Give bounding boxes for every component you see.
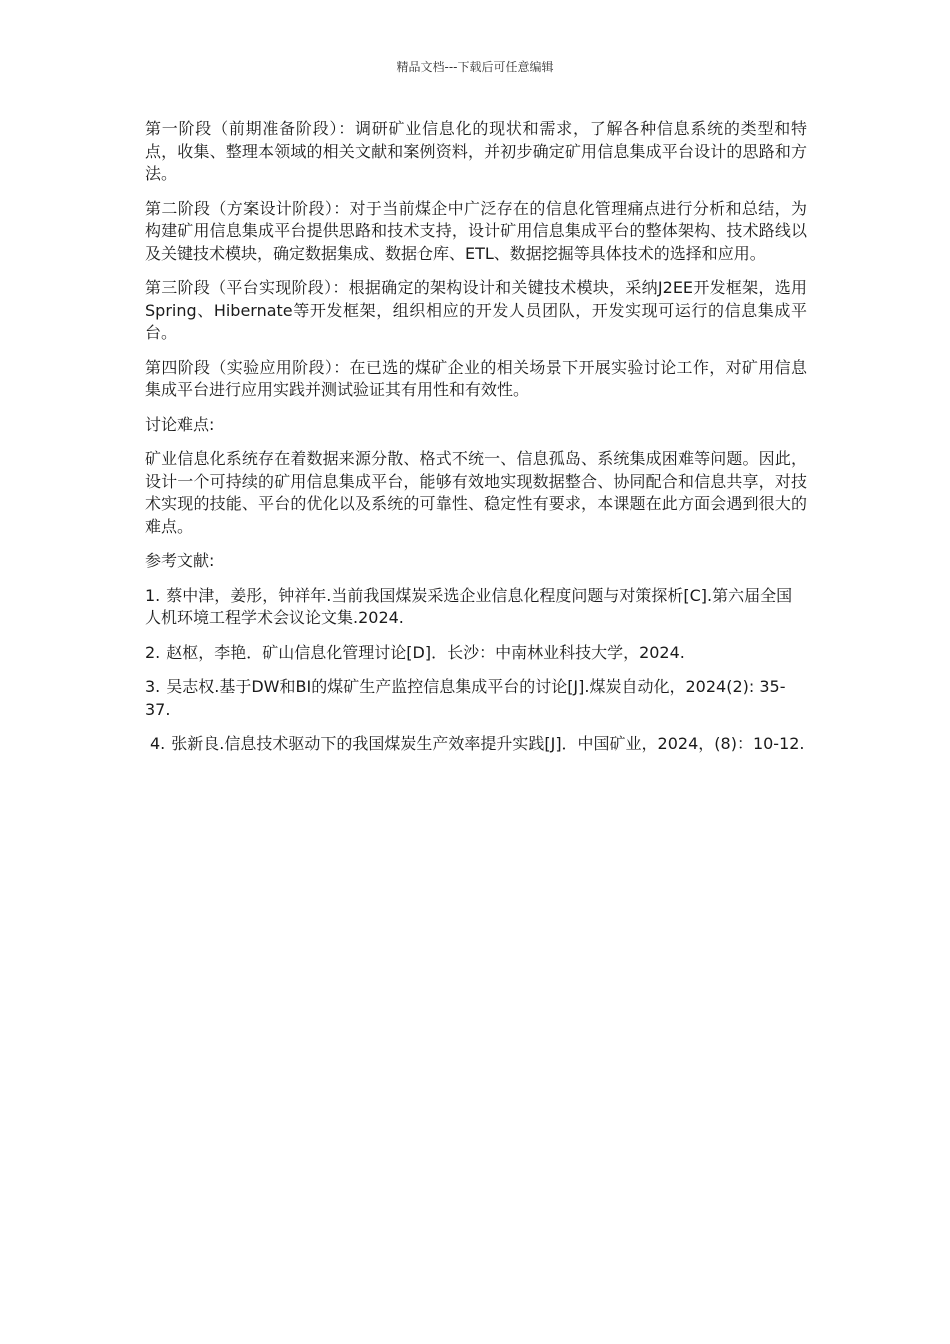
paragraph-stage-2: 第二阶段（方案设计阶段）：对于当前煤企中广泛存在的信息化管理痛点进行分析和总结，为构建矿用信息集成平台提供思路和技术支持，设计矿用信息集成平台的整体架构、技术路线以及关键技术模块，确定数据集成、数据仓库、ETL、数据挖掘等具体技术的选择和应用。 <box>145 198 807 263</box>
reference-text: 吴志权.基于DW和BI的煤矿生产监控信息集成平台的讨论[J].煤炭自动化，2024(2): 35-37. <box>145 677 786 719</box>
reference-number: 2. <box>145 642 161 662</box>
references-heading: 参考文献: <box>145 551 215 570</box>
page-header: 精品文档---下载后可任意编辑 <box>396 60 554 74</box>
reference-number: 3. <box>145 677 161 696</box>
paragraph-stage-4: 第四阶段（实验应用阶段）：在已选的煤矿企业的相关场景下开展实验讨论工作，对矿用信息集成平台进行应用实践并测试验证其有用性和有效性。 <box>145 357 807 399</box>
reference-item <box>145 733 807 756</box>
reference-text: 张新良.信息技术驱动下的我国煤炭生产效率提升实践[J]．中国矿业，2024，(8)：10-12. <box>171 734 805 753</box>
difficulty-paragraph: 矿业信息化系统存在着数据来源分散、格式不统一、信息孤岛、系统集成困难等问题。因此，设计一个可持续的矿用信息集成平台，能够有效地实现数据整合、协同配合和信息共享，对技术实现的技能、平台的优化以及系统的可靠性、稳定性有要求，本课题在此方面会遇到很大的难点。 <box>145 449 807 536</box>
paragraph-stage-1: 第一阶段（前期准备阶段）：调研矿业信息化的现状和需求，了解各种信息系统的类型和特点，收集、整理本领域的相关文献和案例资料，并初步确定矿用信息集成平台设计的思路和方法。 <box>145 119 807 183</box>
reference-item <box>145 676 807 721</box>
reference-list <box>145 585 807 756</box>
difficulty-heading: 讨论难点: <box>145 414 215 434</box>
reference-number: 4. <box>150 734 166 753</box>
document-body <box>145 118 807 768</box>
reference-text: 赵枢，李艳．矿山信息化管理讨论[D]．长沙：中南林业科技大学，2024. <box>166 642 685 662</box>
reference-number: 1. <box>145 585 161 605</box>
paragraph-stage-3: 第三阶段（平台实现阶段）：根据确定的架构设计和关键技术模块，采纳J2EE开发框架，选用Spring、Hibernate等开发框架，组织相应的开发人员团队，开发实现可运行的信息集成平台。 <box>145 278 807 342</box>
reference-item <box>145 585 807 630</box>
reference-item <box>145 642 807 665</box>
reference-text: 蔡中津，姜彤，钟祥年.当前我国煤炭采选企业信息化程度问题与对策探析[C].第六届全国人机环境工程学术会议论文集.2024. <box>145 585 793 627</box>
